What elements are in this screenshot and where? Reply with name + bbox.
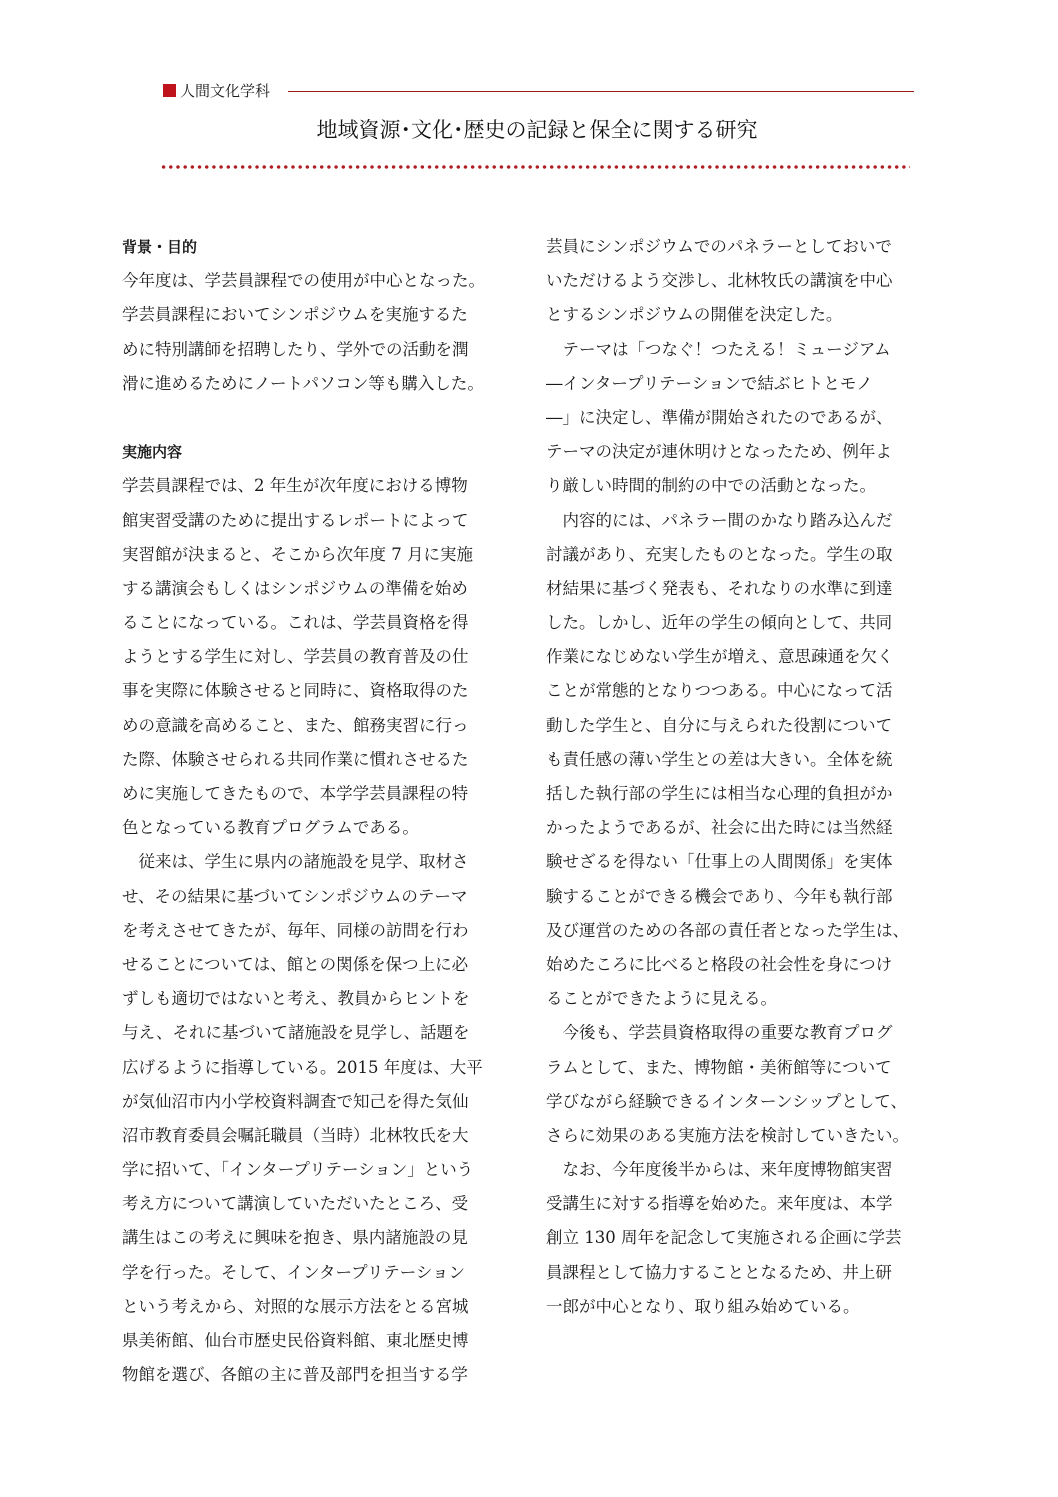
text-line: 討議があり、充実したものとなった。学生の取 (546, 544, 893, 564)
section-background-body (122, 264, 508, 401)
text-line: 材結果に基づく発表も、それなりの水準に到達 (546, 578, 893, 598)
text-line: 受講生に対する指導を始めた。来年度は、本学 (546, 1194, 893, 1214)
text-line: 実習館が決まると、そこから次年度 7 月に実施 (122, 544, 473, 564)
text-line: ―」に決定し、準備が開始されたのであるが、 (546, 407, 893, 427)
text-line: さらに効果のある実施方法を検討していきたい。 (546, 1125, 909, 1145)
text-line: ことが常態的となりつつある。中心になって活 (546, 681, 893, 701)
text-line: いただけるよう交渉し、北林牧氏の講演を中心 (546, 271, 893, 291)
department-label: 人間文化学科 (180, 82, 271, 100)
text-line: 員課程として協力することとなるため、井上研 (546, 1262, 892, 1282)
text-line: も責任感の薄い学生との差は大きい。全体を統 (546, 749, 893, 769)
text-line: 一郎が中心となり、取り組み始めている。 (546, 1296, 860, 1316)
text-line: 学に招いて、「インタープリテーション」という (122, 1160, 474, 1180)
text-line: なお、今年度後半からは、来年度博物館実習 (546, 1160, 893, 1180)
text-line: 従来は、学生に県内の諸施設を見学、取材さ (122, 852, 469, 872)
text-line: とするシンポジウムの開催を決定した。 (546, 305, 843, 325)
text-line: 県美術館、仙台市歴史民俗資料館、東北歴史博 (122, 1331, 469, 1350)
text-line: 芸員にシンポジウムでのパネラーとしておいで (546, 237, 892, 256)
text-line: 今後も、学芸員資格取得の重要な教育プログ (546, 1023, 893, 1043)
section-content-body (122, 469, 508, 1392)
text-line: 事を実際に体験させると同時に、資格取得のた (122, 681, 469, 701)
text-line: 内容的には、パネラー間のかなり踏み込んだ (546, 510, 893, 530)
page-header (160, 80, 914, 102)
text-line: 験せざるを得ない「仕事上の人間関係」を実体 (546, 852, 893, 872)
text-line: 色となっている教育プログラムである。 (122, 818, 419, 838)
text-line: 今年度は、学芸員課程での使用が中心となった。 (122, 271, 485, 291)
text-line: ることになっている。これは、学芸員資格を得 (122, 613, 469, 633)
text-line: 考え方について講演していただいたところ、受 (122, 1194, 469, 1214)
text-line: ずしも適切ではないと考え、教員からヒントを (122, 989, 470, 1009)
text-line: 与え、それに基づいて諸施設を見学し、話題を (122, 1023, 470, 1043)
dotted-divider (160, 164, 910, 170)
text-line: めに実施してきたもので、本学学芸員課程の特 (122, 784, 469, 803)
red-square-icon (163, 84, 176, 97)
section-heading-background: 背景・目的 (122, 238, 198, 256)
text-line: 験することができる機会であり、今年も執行部 (546, 886, 893, 906)
text-line: ようとする学生に対し、学芸員の教育普及の仕 (122, 647, 469, 667)
text-line: 沼市教育委員会嘱託職員（当時）北林牧氏を大 (122, 1125, 469, 1145)
left-column (122, 230, 508, 1392)
text-line: 館実習受講のために提出するレポートによって (122, 510, 469, 530)
header-divider (288, 91, 914, 92)
document-title: 地域資源･文化･歴史の記録と保全に関する研究 (316, 118, 758, 142)
text-line: が気仙沼市内小学校資料調査で知己を得た気仙 (122, 1091, 469, 1111)
text-line: ―インタープリテーションで結ぶヒトとモノ (546, 373, 873, 393)
text-line: 動した学生と、自分に与えられた役割について (546, 715, 893, 735)
text-line: 始めたころに比べると格段の社会性を身につけ (546, 954, 893, 974)
text-line: した。しかし、近年の学生の傾向として、共同 (546, 613, 893, 633)
text-line: を考えさせてきたが、毎年、同様の訪問を行わ (122, 920, 469, 940)
text-line: かったようであるが、社会に出た時には当然経 (546, 818, 893, 838)
text-line: せることについては、館との関係を保つ上に必 (122, 954, 469, 974)
text-line: 滑に進めるためにノートパソコン等も購入した。 (122, 373, 484, 393)
text-line: 物館を選び、各館の主に普及部門を担当する学 (122, 1365, 468, 1385)
text-line: 学芸員課程では、2 年生が次年度における博物 (122, 476, 468, 496)
text-line: テーマの決定が連休明けとなったため、例年よ (546, 442, 892, 462)
right-column (546, 230, 932, 1324)
text-line: という考えから、対照的な展示方法をとる宮城 (122, 1296, 469, 1316)
text-line: た際、体験させられる共同作業に慣れさせるた (122, 749, 469, 769)
text-line: ラムとして、また、博物館・美術館等について (546, 1057, 892, 1077)
text-line: めに特別講師を招聘したり、学外での活動を潤 (122, 339, 469, 359)
text-line: せ、その結果に基づいてシンポジウムのテーマ (122, 886, 468, 906)
text-line: めの意識を高めること、また、館務実習に行っ (122, 715, 469, 735)
section-heading-content: 実施内容 (122, 443, 183, 462)
right-column-body (546, 230, 932, 1324)
text-line: り厳しい時間的制約の中での活動となった。 (546, 476, 876, 496)
text-line: テーマは「つなぐ！つたえる！ミュージアム (546, 339, 891, 359)
section-gap (122, 401, 508, 435)
text-line: 学を行った。そして、インタープリテーション (122, 1262, 466, 1282)
text-line: 講生はこの考えに興味を抱き、県内諸施設の見 (122, 1228, 468, 1248)
text-line: する講演会もしくはシンポジウムの準備を始め (122, 578, 468, 598)
text-line: 学芸員課程においてシンポジウムを実施するた (122, 305, 468, 325)
text-line: 創立 130 周年を記念して実施される企画に学芸 (546, 1228, 902, 1248)
text-line: ることができたように見える。 (546, 989, 777, 1009)
text-line: 及び運営のための各部の責任者となった学生は、 (546, 920, 909, 940)
text-line: 括した執行部の学生には相当な心理的負担がか (546, 784, 893, 803)
text-line: 作業になじめない学生が増え、意思疎通を欠く (546, 647, 894, 667)
text-line: 学びながら経験できるインターンシップとして、 (546, 1091, 907, 1111)
text-line: 広げるように指導している。2015 年度は、大平 (122, 1057, 483, 1077)
